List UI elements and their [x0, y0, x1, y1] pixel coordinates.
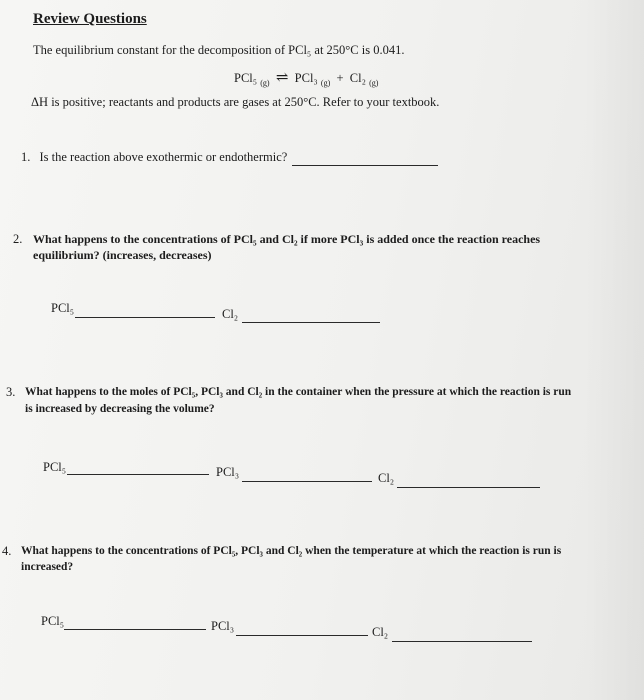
reaction-note: ΔH is positive; reactants and products are gases at 250°C. Refer to your textbook.: [31, 95, 440, 109]
question-4-blank-label-cl2: Cl₂: [372, 625, 389, 639]
question-4-answer-line-pcl5[interactable]: [64, 629, 206, 630]
product-1-state: (g): [320, 78, 331, 88]
product-2: Cl₂: [349, 71, 366, 85]
question-2-answer-line-cl2[interactable]: [242, 322, 380, 323]
question-3-line-1: What happens to the moles of PCl₅, PCl₃ and Cl₂ in the container when the pressure at which the reaction is run: [25, 386, 572, 398]
question-3-answer-line-pcl3[interactable]: [242, 481, 372, 482]
plus-sign: +: [336, 71, 344, 85]
question-3-number: 3.: [6, 385, 16, 399]
reaction-equation: [234, 68, 378, 88]
question-3-answer-line-pcl5[interactable]: [67, 474, 209, 475]
question-1-number: 1.: [21, 150, 31, 164]
question-4-number: 4.: [2, 544, 12, 558]
question-1: [21, 150, 287, 165]
equilibrium-arrow: ⇌: [275, 70, 289, 86]
question-3-answer-line-cl2[interactable]: [397, 487, 540, 488]
question-4-blank-label-pcl5: PCl₅: [41, 614, 65, 628]
question-2-line-2: equilibrium? (increases, decreases): [33, 248, 212, 262]
product-2-state: (g): [369, 78, 379, 88]
question-4-answer-line-cl2[interactable]: [392, 641, 532, 642]
question-4-blank-label-pcl3: PCl₃: [211, 619, 235, 633]
question-4-line-1: What happens to the concentrations of PCl₅, PCl₃ and Cl₂ when the temperature at which the reaction is run is: [21, 545, 562, 557]
question-2-blank-label-pcl5: PCl₅: [51, 301, 75, 315]
product-1: PCl₃: [294, 71, 318, 85]
question-2-blank-label-cl2: Cl₂: [222, 307, 239, 321]
reactant-state: (g): [260, 78, 270, 88]
question-3-blank-label-pcl5: PCl₅: [43, 460, 67, 474]
question-2-line-1: What happens to the concentrations of PCl₅ and Cl₂ if more PCl₃ is added once the reaction reaches: [33, 232, 541, 246]
question-3-blank-label-cl2: Cl₂: [378, 471, 395, 485]
equilibrium-constant-statement: The equilibrium constant for the decomposition of PCl₅ at 250°C is 0.041.: [33, 43, 405, 57]
page-title: Review Questions: [33, 11, 147, 27]
question-2-answer-line-pcl5[interactable]: [75, 317, 215, 318]
question-4-line-2: increased?: [21, 561, 74, 573]
question-1-answer-line[interactable]: [292, 165, 438, 166]
question-3-blank-label-pcl3: PCl₃: [216, 465, 240, 479]
page-edge-shadow: [584, 0, 644, 700]
question-2-number: 2.: [13, 232, 23, 246]
question-3-line-2: is increased by decreasing the volume?: [25, 403, 215, 415]
question-1-text: Is the reaction above exothermic or endothermic?: [39, 150, 288, 164]
reactant: PCl₅: [234, 71, 258, 85]
question-4-answer-line-pcl3[interactable]: [236, 635, 368, 636]
